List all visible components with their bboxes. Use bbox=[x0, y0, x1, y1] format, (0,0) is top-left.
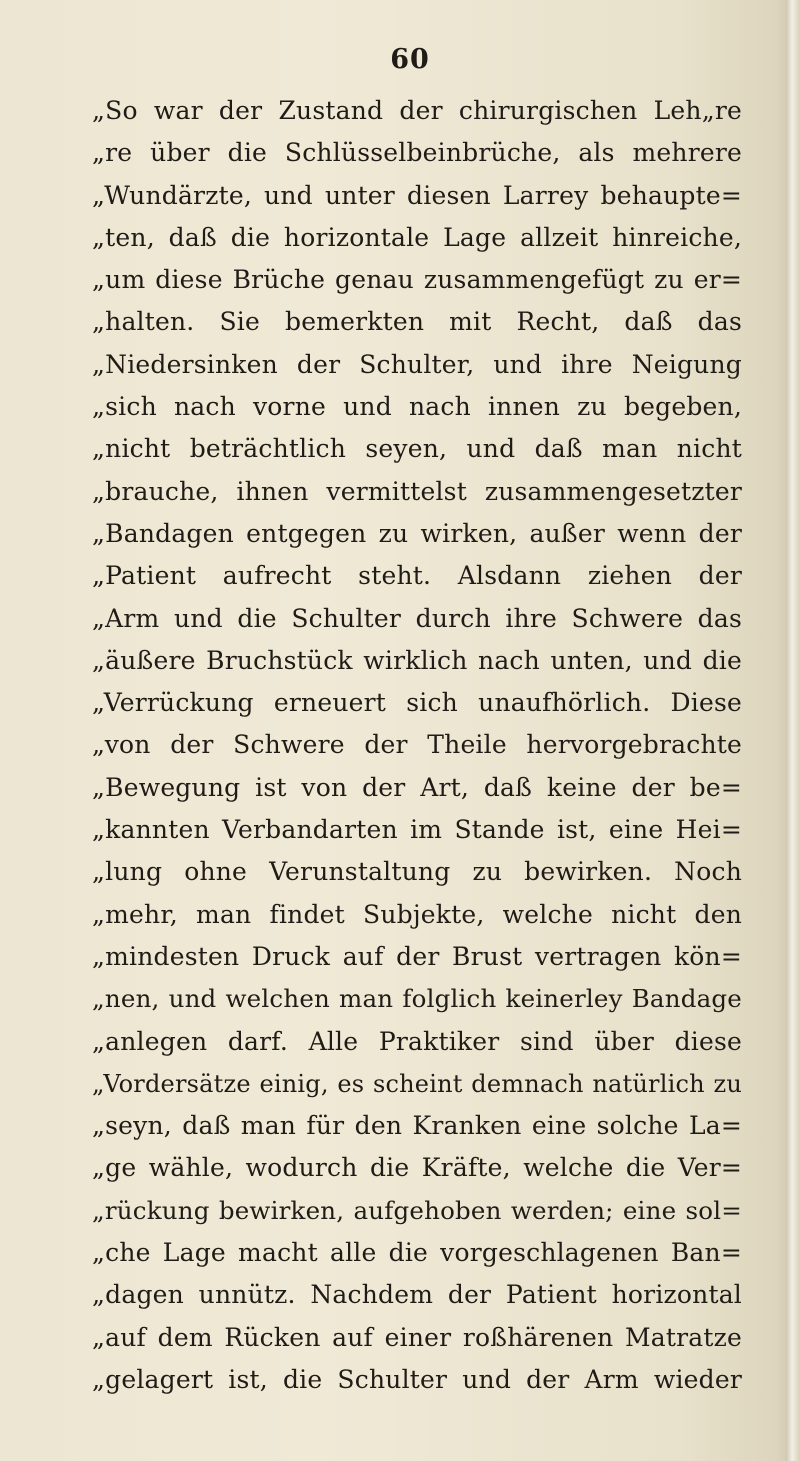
body-text bbox=[92, 90, 742, 1401]
text-line: „auf dem Rücken auf einer roßhärenen Matratze bbox=[92, 1322, 742, 1352]
text-line: „Bewegung ist von der Art, daß keine der be= bbox=[92, 772, 742, 802]
text-line: „Bandagen entgegen zu wirken, außer wenn der bbox=[92, 518, 742, 548]
text-line: „anlegen darf. Alle Praktiker sind über diese bbox=[92, 1026, 742, 1056]
text-line: „mindesten Druck auf der Brust vertragen kön= bbox=[92, 941, 742, 971]
text-line: „ge wähle, wodurch die Kräfte, welche die Ver= bbox=[92, 1153, 742, 1183]
text-line: „ten, daß die horizontale Lage allzeit hinreiche, bbox=[92, 222, 742, 252]
text-line: „von der Schwere der Theile hervorgebrachte bbox=[92, 730, 742, 760]
text-line: „Niedersinken der Schulter, und ihre Neigung bbox=[92, 349, 742, 379]
text-line: „um diese Brüche genau zusammengefügt zu er= bbox=[92, 265, 742, 295]
text-line: „brauche, ihnen vermittelst zusammengesetzter bbox=[92, 476, 742, 506]
text-line: „dagen unnütz. Nachdem der Patient horizontal bbox=[92, 1280, 742, 1310]
text-line: „Arm und die Schulter durch ihre Schwere das bbox=[92, 603, 742, 633]
text-line: „Vordersätze einig, es scheint demnach natürlich zu bbox=[92, 1069, 742, 1098]
text-line: „seyn, daß man für den Kranken eine solche La= bbox=[92, 1111, 742, 1141]
text-line: „Wundärzte, und unter diesen Larrey behaupte= bbox=[92, 180, 742, 210]
text-line: „Verrückung erneuert sich unaufhörlich. Diese bbox=[92, 688, 742, 718]
text-line: „nen, und welchen man folglich keinerley Bandage bbox=[92, 984, 742, 1014]
page-number: 60 bbox=[390, 44, 430, 75]
text-line: „gelagert ist, die Schulter und der Arm wieder bbox=[92, 1364, 742, 1394]
text-line: „Patient aufrecht steht. Alsdann ziehen der bbox=[92, 561, 742, 591]
text-line: „mehr, man findet Subjekte, welche nicht den bbox=[92, 899, 742, 929]
text-line: „rückung bewirken, aufgehoben werden; eine sol= bbox=[92, 1195, 742, 1225]
text-line: „nicht beträchtlich seyen, und daß man nicht bbox=[92, 434, 742, 464]
text-line: „halten. Sie bemerkten mit Recht, daß das bbox=[92, 307, 742, 337]
text-line: „che Lage macht alle die vorgeschlagenen Ban= bbox=[92, 1238, 742, 1268]
text-line: „So war der Zustand der chirurgischen Leh„re bbox=[92, 96, 742, 125]
text-line: „kannten Verbandarten im Stande ist, eine Hei= bbox=[92, 815, 742, 845]
text-line: „re über die Schlüsselbeinbrüche, als mehrere bbox=[92, 138, 742, 168]
text-line: „sich nach vorne und nach innen zu begeben, bbox=[92, 392, 742, 422]
text-line: „äußere Bruchstück wirklich nach unten, und die bbox=[92, 645, 742, 675]
text-line: „lung ohne Verunstaltung zu bewirken. Noch bbox=[92, 857, 742, 887]
page-edge bbox=[786, 0, 800, 1461]
